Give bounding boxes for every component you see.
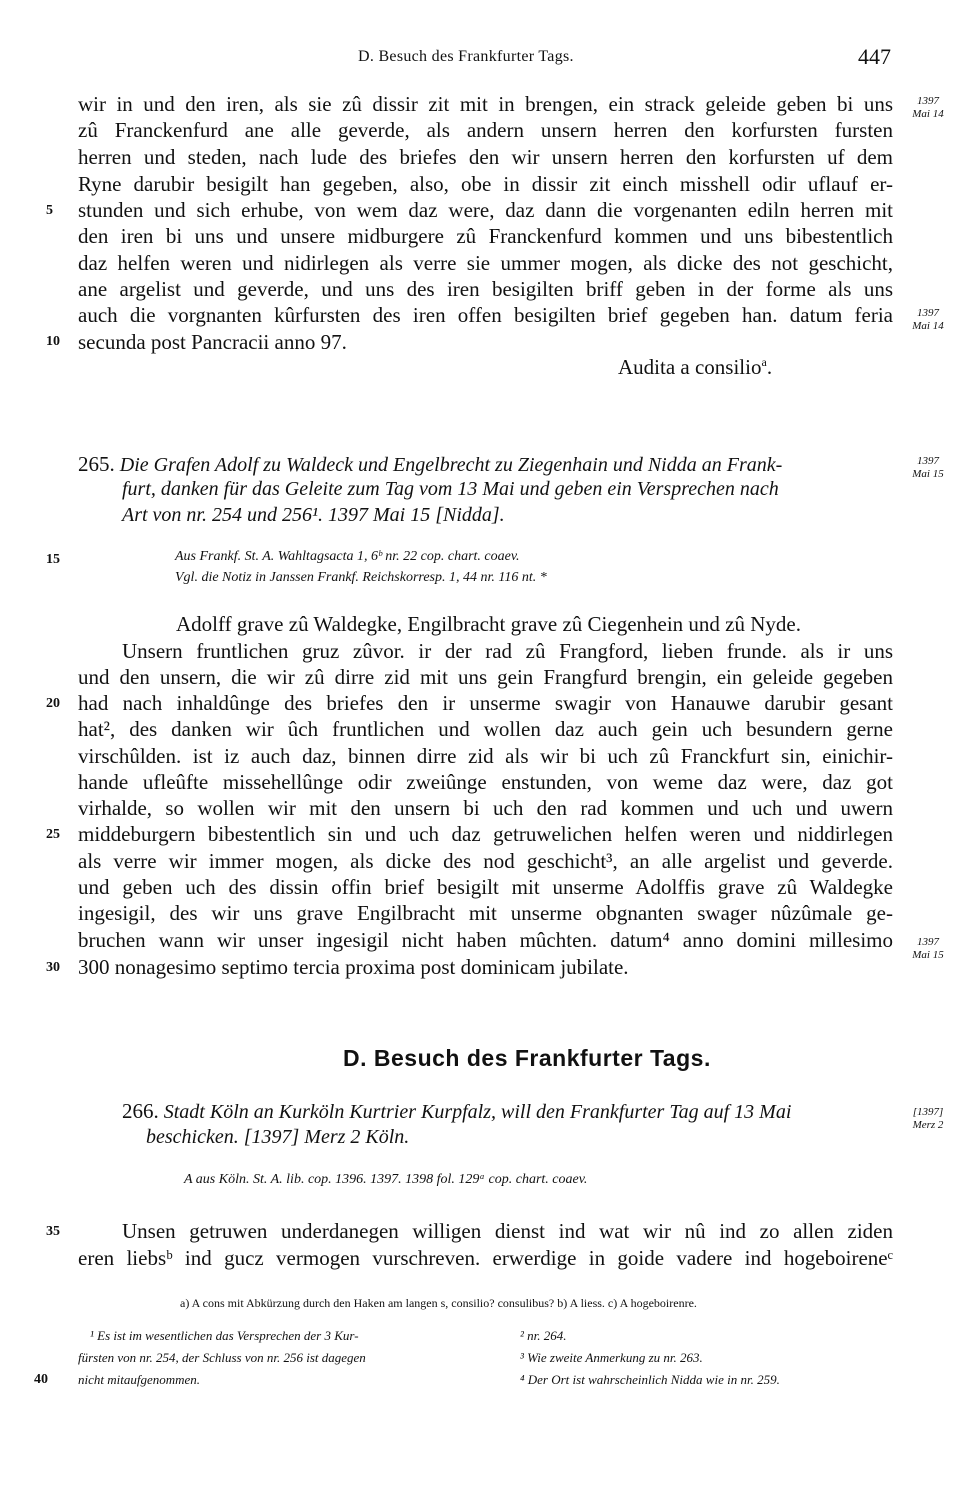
text-line: ingesigil, des wir uns grave Engilbracht mit unserme obgnanten swager nûzûmale ge-: [78, 901, 893, 925]
margin-date: 1397 Mai 14: [912, 307, 944, 332]
page-number: 447: [858, 44, 891, 69]
text-line: eren liebsᵇ ind gucz vermogen vurschreven. erwerdige in goide vadere ind hogeboireneᶜ: [78, 1246, 893, 1270]
text-line: secunda post Pancracii anno 97.: [78, 330, 347, 354]
text-line: Unsen getruwen underdanegen willigen dienst ind wat wir nû ind zo allen ziden: [122, 1219, 893, 1243]
text-line: ane argelist und geverde, und uns des iren besigilten briff geben in der forme als uns: [78, 277, 893, 301]
section-title: D. Besuch des Frankfurter Tags.: [343, 1045, 711, 1071]
text-line: auch die vorgnanten kûrfursten des iren offen besigilten brief gegeben han. datum feria: [78, 303, 893, 327]
document-heading-265: 265. Die Grafen Adolf zu Waldeck und Engelbrecht zu Ziegenhain und Nidda an Frank-: [78, 452, 783, 476]
text-line: wir in und den iren, als sie zû dissir zit mit in brengen, ein strack geleide geben bi uns: [78, 92, 893, 116]
text-line: Ryne darubir besigilt han gegeben, also, obe in dissir zit einch misshell odir uflauf er-: [78, 172, 893, 196]
closing-formula: Audita a consilio$^a$.: [618, 355, 773, 379]
margin-date: 1397 Mai 15: [912, 936, 944, 961]
text-line: Unsern fruntlichen gruz zûvor. ir der rad zû Frangford, lieben frunde. als ir uns: [122, 639, 893, 663]
text-line: virschûlden. ist iz auch daz, binnen dirre zid als wir bi uch zû Franckfurt sin, einichir-: [78, 744, 893, 768]
footnote: ¹ Es ist im wesentlichen das Versprechen der 3 Kur-: [90, 1328, 359, 1343]
line-number: 25: [46, 827, 60, 842]
text-line: had nach inhaldûnge des briefes den ir unserme swagir von Hanauwe darubir gesant: [78, 691, 893, 715]
text-line: hande ufleûfte missehellûnge odir zweiûnge enstunden, von weme daz were, daz got: [78, 770, 893, 794]
line-number: 40: [34, 1372, 48, 1387]
footnote: nicht mitaufgenommen.: [78, 1372, 201, 1387]
footnote: fürsten von nr. 254, der Schluss von nr. 256 ist dagegen: [78, 1350, 366, 1365]
document-heading-line: furt, danken für das Geleite zum Tag vom 13 Mai und geben ein Versprechen nach: [122, 478, 779, 500]
source-note: Vgl. die Notiz in Janssen Frankf. Reichskorresp. 1, 44 nr. 116 nt. *: [175, 570, 547, 585]
document-heading-266: 266. Stadt Köln an Kurköln Kurtrier Kurpfalz, will den Frankfurter Tag auf 13 Mai: [122, 1099, 792, 1123]
critical-apparatus: a) A cons mit Abkürzung durch den Haken am langen s, consilio? consulibus? b) A liess. c) A hogeboirenre.: [180, 1296, 697, 1310]
text-line: Adolff grave zû Waldegke, Engilbracht grave zû Ciegenhein und zû Nyde.: [176, 612, 801, 636]
line-number: 35: [46, 1224, 60, 1239]
text-line: zû Franckenfurd ane alle geverde, als andern unsern herren den korfursten fursten: [78, 118, 893, 142]
document-heading-line: beschicken. [1397] Merz 2 Köln.: [146, 1126, 410, 1148]
margin-date: 1397 Mai 14: [912, 95, 944, 120]
line-number: 30: [46, 960, 60, 975]
source-note: Aus Frankf. St. A. Wahltagsacta 1, 6ᵇ nr. 22 cop. chart. coaev.: [175, 549, 520, 564]
text-line: bruchen wann wir unser ingesigil nicht haben mûchten. datum⁴ anno domini millesimo: [78, 928, 893, 952]
margin-date: [1397] Merz 2: [912, 1106, 944, 1131]
footnote: ⁴ Der Ort ist wahrscheinlich Nidda wie in nr. 259.: [520, 1372, 780, 1387]
line-number: 15: [46, 552, 60, 567]
text-line: daz helfen weren und nidirlegen als verre sie ummer mogen, als dicke des not geschicht,: [78, 251, 893, 275]
footnote: ³ Wie zweite Anmerkung zu nr. 263.: [520, 1350, 703, 1365]
text-line: hat², des danken wir ûch fruntlichen und wollen daz auch gein uch besundern gerne: [78, 717, 893, 741]
text-line: und den unsern, die wir zû dirre zid mit uns gein Frangfurd brengin, ein geleide gegeben: [78, 665, 893, 689]
text-line: virhalde, so wollen wir mit den unsern bi uch den rad kommen und uch und uwern: [78, 796, 893, 820]
text-line: als verre wir immer mogen, als dicke des nod geschicht³, an alle argelist und geverde.: [78, 849, 893, 873]
text-line: den iren bi uns und unsere midburgere zû Franckenfurd kommen und uns bibestentlich: [78, 224, 893, 248]
line-number: 20: [46, 696, 60, 711]
line-number: 10: [46, 334, 60, 349]
text-line: middeburgern bibestentlich sin und uch daz getruwelichen helfen weren und niddirlegen: [78, 822, 893, 846]
footnote: ² nr. 264.: [520, 1328, 567, 1343]
text-line: und geben uch des dissin offin brief besigilt mit unserme Adolffis grave zû Waldegke: [78, 875, 893, 899]
text-line: herren und steden, nach lude des briefes den wir unsern herren den korfursten uf dem: [78, 145, 893, 169]
text-line: stunden und sich erhube, von wem daz were, daz dann die vorgenanten ediln herren mit: [78, 198, 893, 222]
document-heading-line: Art von nr. 254 und 256¹. 1397 Mai 15 [Nidda].: [122, 504, 505, 526]
running-title: D. Besuch des Frankfurter Tags.: [358, 48, 574, 65]
margin-date: 1397 Mai 15: [912, 455, 944, 480]
source-note: A aus Köln. St. A. lib. cop. 1396. 1397. 1398 fol. 129ᵃ cop. chart. coaev.: [184, 1172, 588, 1187]
text-line: 300 nonagesimo septimo tercia proxima post dominicam jubilate.: [78, 955, 629, 979]
line-number: 5: [46, 203, 53, 218]
